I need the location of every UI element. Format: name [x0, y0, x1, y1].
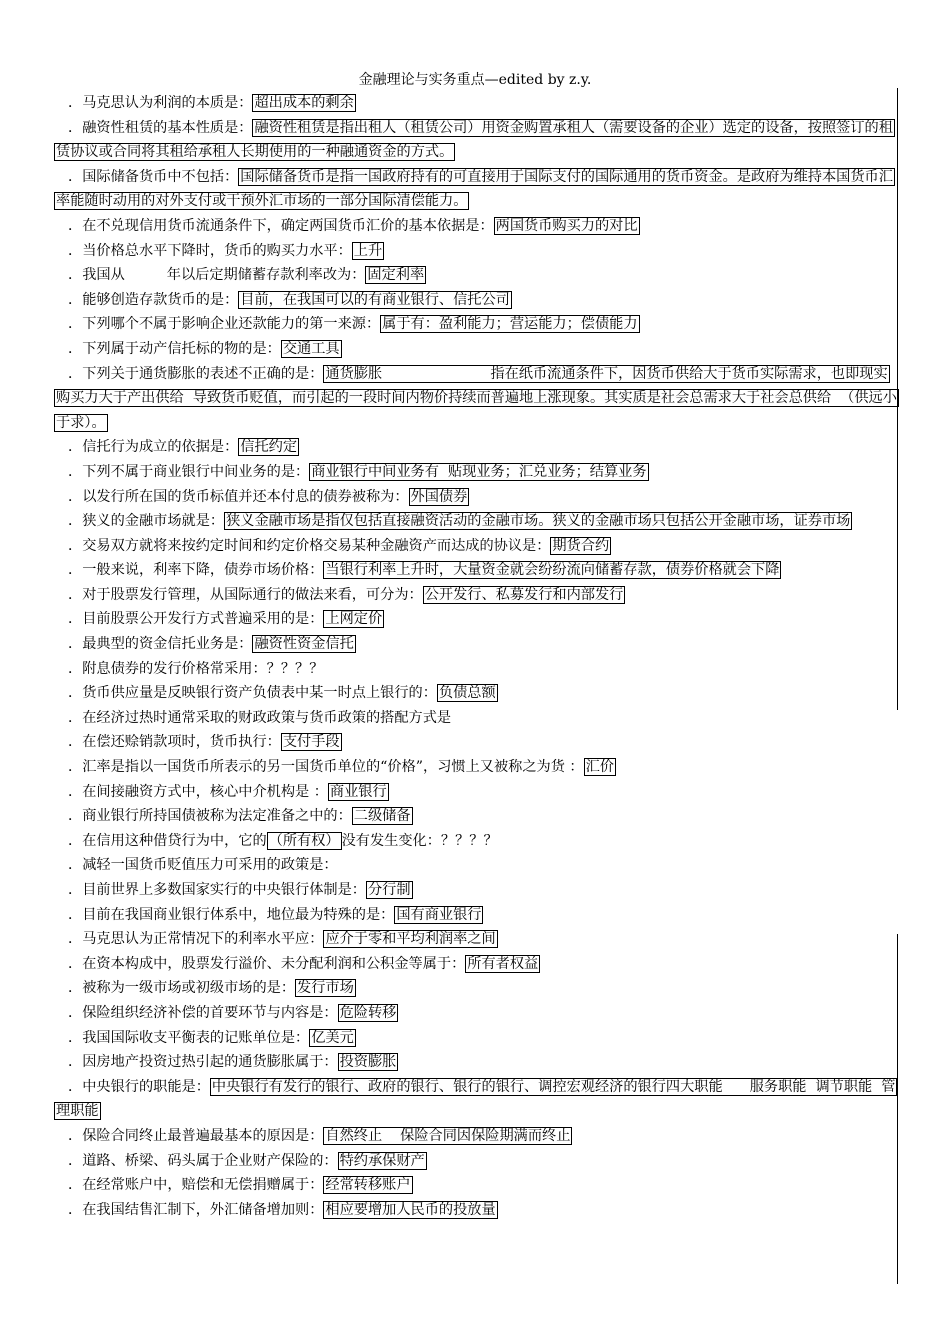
question-item [54, 730, 897, 755]
answer-box: 国际储备货币是指一国政府持有的可直接用于国际支付的国际通用的货币资金。是政府为维持本国货币汇率能随时动用的对外支付或干预外汇市场的一部分国际清偿能力。 [56, 168, 893, 210]
question-item [54, 509, 897, 534]
question-item [54, 1173, 897, 1198]
question-text: ．在偿还赊销款项时，货币执行： [68, 734, 281, 751]
answer-box: 投资膨胀 [339, 1054, 397, 1071]
question-text-continued: 年以后定期储蓄存款利率改为： [166, 267, 366, 284]
question-item [54, 435, 897, 460]
question-item [54, 657, 897, 682]
question-text: ．交易双方就将来按约定时间和约定价格交易某种金融资产而达成的协议是： [68, 537, 551, 554]
answer-box: 两国货币购买力的对比 [495, 217, 638, 234]
answer-box: 国有商业银行 [396, 906, 482, 923]
question-text: ．目前在我国商业银行体系中，地位最为特殊的是： [68, 906, 395, 923]
answer-box: 融资性租赁是指出租人（租赁公司）用资金购置承租人（需要设备的企业）选定的设备，按照签订的租赁协议或合同将其租给承租人长期使用的一种融通资金的方式。 [56, 119, 893, 161]
question-item [54, 755, 897, 780]
question-item [54, 1026, 897, 1051]
question-text-tail: 没有发生变化：？？？？ [341, 832, 498, 849]
question-item [54, 829, 897, 854]
question-item [54, 534, 897, 559]
answer-box: 融资性资金信托 [254, 636, 354, 653]
question-item [54, 583, 897, 608]
question-text: ．信托行为成立的依据是： [68, 439, 239, 456]
question-item [54, 681, 897, 706]
answer-box: 危险转移 [339, 1004, 397, 1021]
answer-box: 通货膨胀 指在纸币流通条件下，因货币供给大于货币实际需求，也即现实购买力大于产出供给 导致货币贬值，而引起的一段时间内物价持续而普遍地上涨现象。其实质是社会总需求大于社会总供给 （供远小于求）。 [56, 365, 897, 431]
question-item [54, 1198, 897, 1223]
question-text: ．当价格总水平下降时，货币的购买力水平： [68, 242, 352, 259]
right-margin-line [897, 934, 898, 1284]
answer-box: 期货合约 [552, 537, 610, 554]
question-item [54, 1001, 897, 1026]
answer-box: 超出成本的剩余 [254, 95, 354, 111]
question-text: ．在经济过热时通常采取的财政政策与货币政策的搭配方式是 [68, 709, 452, 726]
question-text: ．在信用这种借贷行为中，它的 [68, 832, 267, 849]
answer-box: 信托约定 [240, 439, 298, 456]
question-item [54, 780, 897, 805]
answer-box: 属于有：盈利能力；营运能力；偿债能力 [382, 316, 638, 333]
question-text: ．在我国结售汇制下，外汇储备增加则： [68, 1201, 324, 1218]
question-text: ．马克思认为利润的本质是： [68, 95, 253, 111]
question-text: ．道路、桥梁、码头属于企业财产保险的： [68, 1152, 338, 1169]
question-text: ．马克思认为正常情况下的利率水平应： [68, 931, 324, 948]
question-item [54, 804, 897, 829]
question-item [54, 632, 897, 657]
question-text: ．在经常账户中，赔偿和无偿捐赠属于： [68, 1177, 324, 1194]
answer-box: 支付手段 [282, 734, 340, 751]
question-text: ．融资性租赁的基本性质是： [68, 119, 253, 136]
question-text: ．附息债券的发行价格常采用：？？？？ [68, 660, 324, 677]
question-text: ．以发行所在国的货币标值并还本付息的债券被称为： [68, 488, 409, 505]
question-item [54, 607, 897, 632]
question-item [54, 460, 897, 485]
question-item [54, 288, 897, 313]
question-item [54, 853, 897, 878]
answer-box: 中央银行有发行的银行、政府的银行、银行的银行、调控宏观经济的银行四大职能 服务职能 调节职能 管理职能 [56, 1078, 896, 1120]
question-item [54, 706, 897, 731]
question-item [54, 337, 897, 362]
question-text: ．在不兑现信用货币流通条件下，确定两国货币汇价的基本依据是： [68, 217, 494, 234]
answer-box: （所有权） [268, 832, 340, 849]
answer-box: 特约承保财产 [339, 1152, 425, 1169]
question-item [54, 485, 897, 510]
question-text: ．目前世界上多数国家实行的中央银行体制是： [68, 882, 366, 898]
question-text: ．下列属于动产信托标的物的是： [68, 340, 281, 357]
question-item [54, 214, 897, 239]
question-item [54, 116, 897, 165]
question-item [54, 1050, 897, 1075]
answer-box: 二级储备 [353, 808, 411, 825]
question-item [54, 976, 897, 1001]
question-item [54, 878, 897, 903]
question-item [54, 903, 897, 928]
question-text: ．在资本构成中，股票发行溢价、未分配利润和公积金等属于： [68, 955, 466, 972]
question-text: ．商业银行所持国债被称为法定准备之中的： [68, 808, 352, 825]
question-text: ．我国国际收支平衡表的记账单位是： [68, 1029, 310, 1046]
question-text: ．下列哪个不属于影响企业还款能力的第一来源： [68, 316, 381, 333]
question-text: ．汇率是指以一国货币所表示的另一国货币单位的“价格”，习惯上又被称之为货 ： [68, 759, 584, 776]
answer-box: 汇价 [585, 759, 614, 776]
question-text: ．下列不属于商业银行中间业务的是： [68, 463, 310, 480]
question-text: ．能够创造存款货币的是： [68, 291, 239, 308]
question-list [54, 91, 897, 1222]
question-text: ．被称为一级市场或初级市场的是： [68, 980, 296, 997]
question-item [54, 362, 897, 436]
question-text: ．保险合同终止最普遍最基本的原因是： [68, 1127, 324, 1144]
question-item [54, 1124, 897, 1149]
answer-box: 经常转移账户 [325, 1177, 411, 1194]
question-item [54, 1075, 897, 1124]
answer-box: 应介于零和平均利润率之间 [325, 931, 496, 948]
question-text: ．减轻一国货币贬值压力可采用的政策是： [68, 857, 338, 874]
question-item [54, 91, 897, 116]
answer-box: 发行市场 [297, 980, 354, 997]
answer-box: 负债总额 [438, 685, 496, 702]
question-text: ．保险组织经济补偿的首要环节与内容是： [68, 1004, 338, 1021]
answer-box: 上网定价 [325, 611, 383, 628]
question-text: ．一般来说，利率下降，债券市场价格： [68, 562, 324, 579]
question-item [54, 263, 897, 288]
answer-box: 商业银行 [329, 783, 387, 800]
answer-box: 分行制 [367, 882, 411, 898]
question-item [54, 312, 897, 337]
answer-box: 交通工具 [282, 340, 340, 357]
question-text: ．因房地产投资过热引起的通货膨胀属于： [68, 1054, 338, 1071]
answer-box: 目前，在我国可以的有商业银行、信托公司 [240, 291, 510, 308]
question-text: ．货币供应量是反映银行资产负债表中某一时点上银行的： [68, 685, 437, 702]
answer-box: 固定利率 [367, 267, 425, 284]
question-item [54, 1149, 897, 1174]
question-text: ．最典型的资金信托业务是： [68, 636, 253, 653]
answer-box: 亿美元 [311, 1029, 354, 1046]
answer-box: 商业银行中间业务有 贴现业务；汇兑业务；结算业务 [311, 463, 647, 480]
question-text: ．对于股票发行管理，从国际通行的做法来看，可分为： [68, 586, 423, 603]
question-item [54, 239, 897, 264]
question-item [54, 927, 897, 952]
question-item [54, 952, 897, 977]
answer-box: 自然终止 保险合同因保险期满而终止 [325, 1127, 571, 1144]
question-text: ．狭义的金融市场就是： [68, 513, 225, 530]
answer-box: 所有者权益 [467, 955, 539, 972]
question-text: ．下列关于通货膨胀的表述不正确的是： [68, 365, 324, 382]
question-item [54, 558, 897, 583]
question-text: ．国际储备货币中不包括： [68, 168, 239, 185]
question-text: ．我国从 [68, 267, 125, 284]
question-text: ．在间接融资方式中，核心中介机构是 ： [68, 783, 328, 800]
question-item [54, 165, 897, 214]
answer-box: 外国债券 [410, 488, 468, 505]
answer-box: 相应要增加人民币的投放量 [325, 1201, 496, 1218]
answer-box: 上升 [353, 242, 383, 259]
question-text: ．目前股票公开发行方式普遍采用的是： [68, 611, 324, 628]
answer-box: 公开发行、私募发行和内部发行 [424, 586, 624, 603]
answer-box: 狭义金融市场是指仅包括直接融资活动的金融市场。狭义的金融市场只包括公开金融市场，证券市场 [226, 513, 851, 530]
question-text: ．中央银行的职能是： [68, 1078, 210, 1095]
document-title: 金融理论与实务重点—edited by z.y. [358, 72, 592, 88]
answer-box: 当银行利率上升时，大量资金就会纷纷流向储蓄存款，债券价格就会下降 [325, 562, 780, 579]
